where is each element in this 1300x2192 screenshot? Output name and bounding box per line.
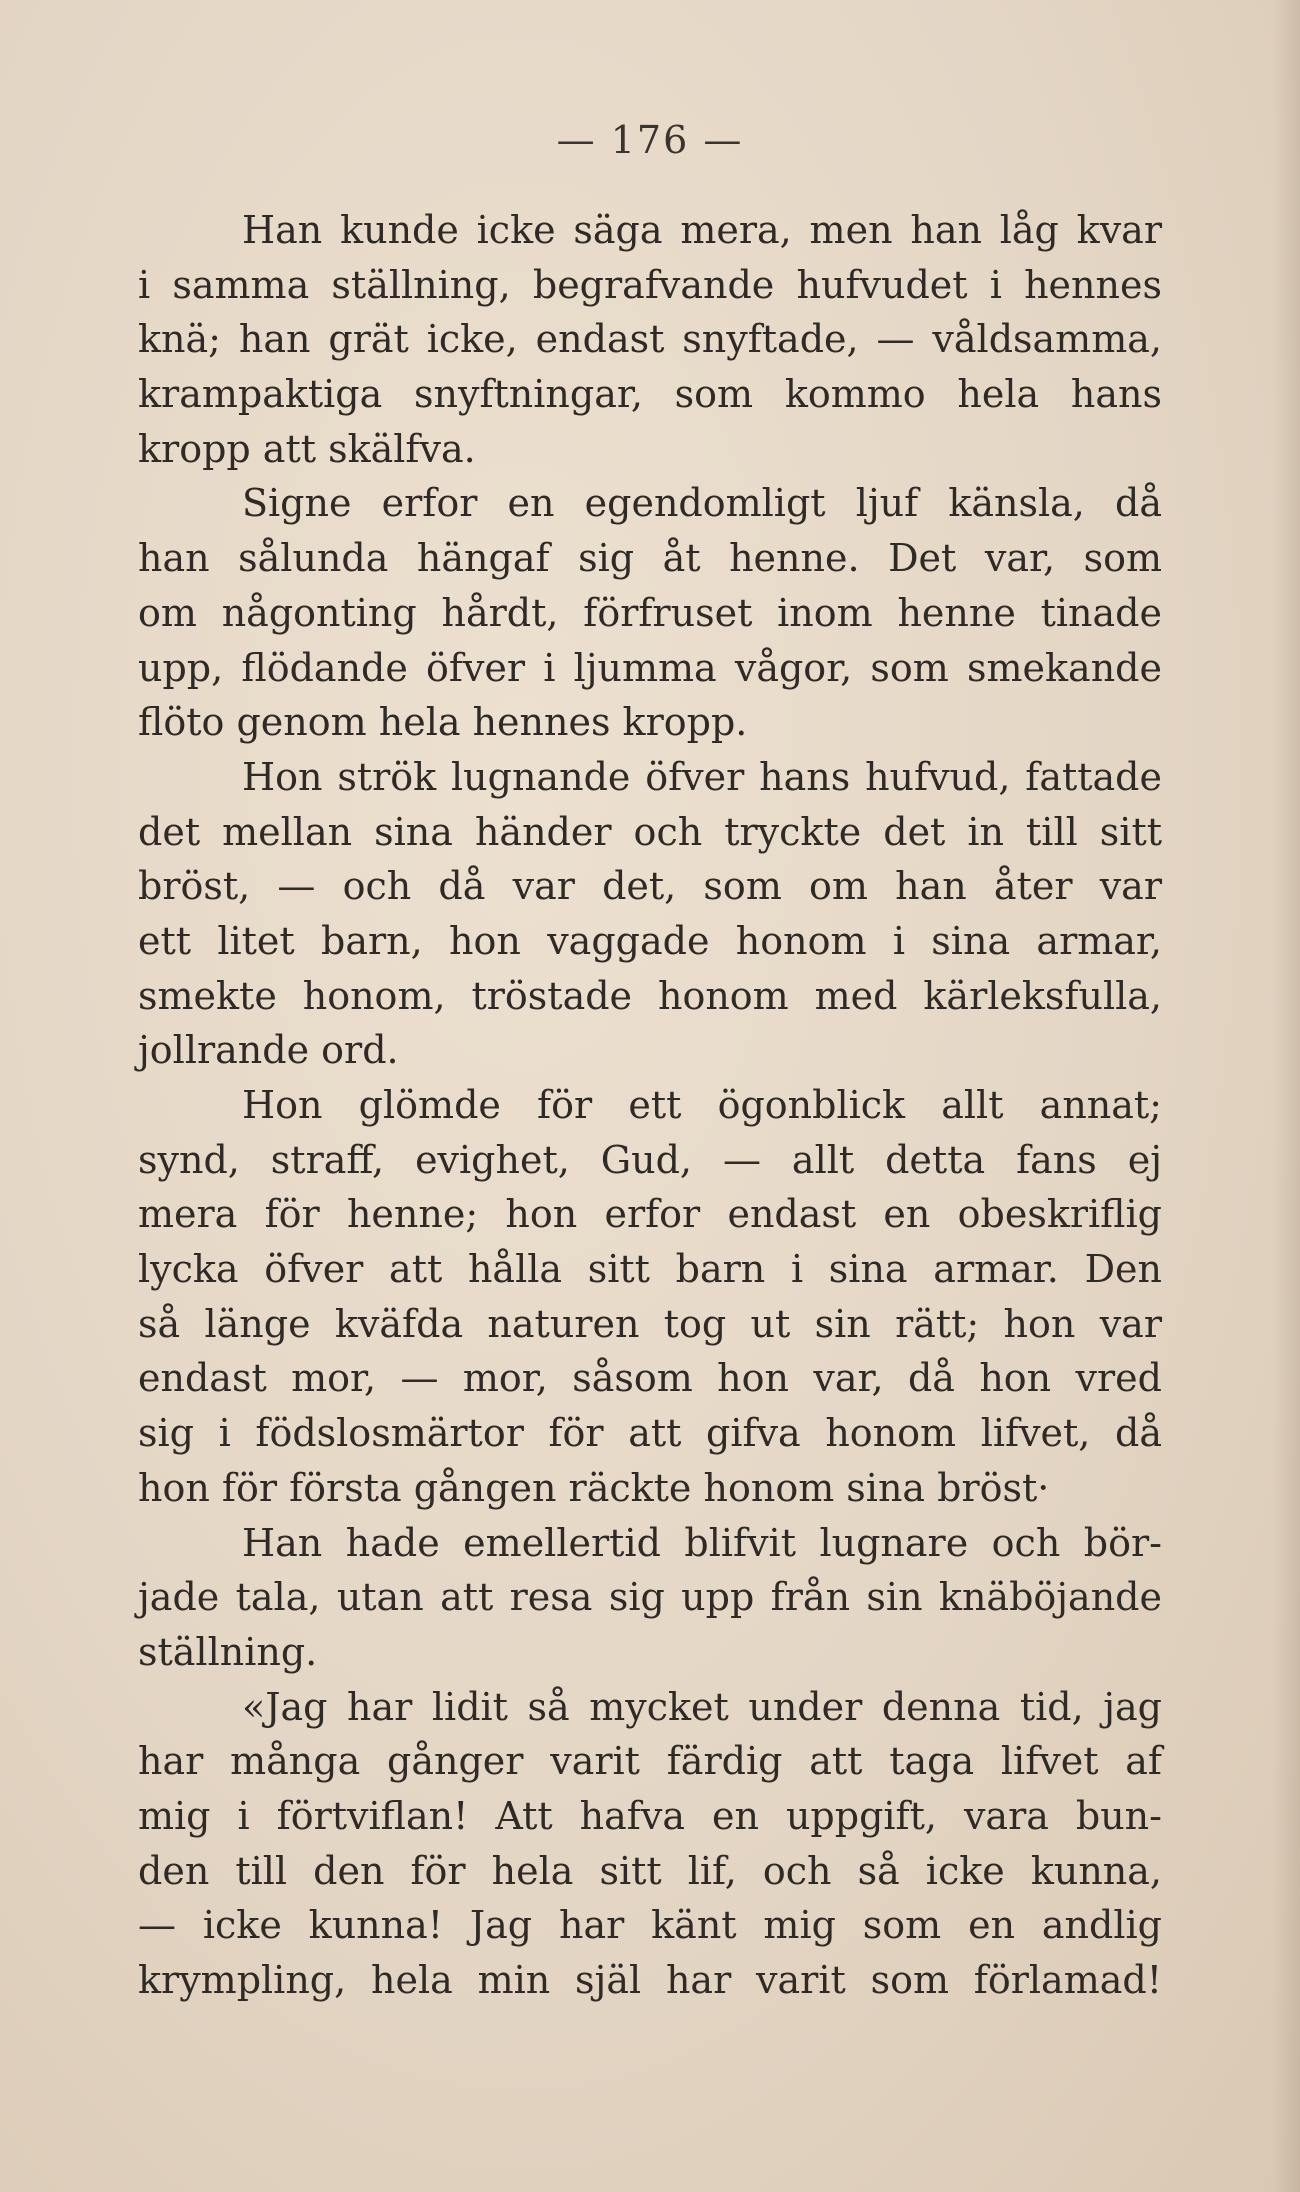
text-line: mera för henne; hon erfor endast en obeskriflig xyxy=(138,1192,1162,1237)
text-line: knä; han grät icke, endast snyftade, — våldsamma, xyxy=(138,317,1162,362)
text-line: krympling, hela min själ har varit som förlamad! xyxy=(138,1958,1162,2002)
text-line: ställning. xyxy=(138,1629,318,1674)
body-text xyxy=(138,203,1162,2008)
text-line: kropp att skälfva. xyxy=(138,426,476,471)
text-line: Han hade emellertid blifvit lugnare och bör- xyxy=(242,1520,1162,1565)
text-line: i samma ställning, begrafvande hufvudet i hennes xyxy=(138,262,1162,307)
text-line: krampaktiga snyftningar, som kommo hela hans xyxy=(138,372,1162,417)
text-line: så länge kväfda naturen tog ut sin rätt; hon var xyxy=(138,1301,1162,1346)
text-line: endast mor, — mor, såsom hon var, då hon vred xyxy=(138,1356,1162,1401)
text-line: lycka öfver att hålla sitt barn i sina armar. Den xyxy=(138,1247,1162,1292)
text-line: upp, flödande öfver i ljumma vågor, som smekande xyxy=(138,645,1162,690)
text-line: hon för första gången räckte honom sina bröst· xyxy=(138,1465,1050,1510)
text-line: Hon glömde för ett ögonblick allt annat; xyxy=(242,1083,1162,1127)
text-line: Han kunde icke säga mera, men han låg kvar xyxy=(242,208,1162,252)
text-line: «Jag har lidit så mycket under denna tid, jag xyxy=(242,1684,1162,1729)
text-line: flöto genom hela hennes kropp. xyxy=(138,700,748,745)
text-line: bröst, — och då var det, som om han åter var xyxy=(138,864,1162,909)
text-line: jollrande ord. xyxy=(138,1028,399,1073)
text-line: mig i förtviflan! Att hafva en uppgift, vara bun- xyxy=(138,1793,1162,1838)
text-line: det mellan sina händer och tryckte det in till sitt xyxy=(138,809,1162,854)
text-line: den till den för hela sitt lif, och så icke kunna, xyxy=(138,1848,1162,1893)
text-line: Hon strök lugnande öfver hans hufvud, fattade xyxy=(242,754,1162,799)
text-line: — icke kunna! Jag har känt mig som en andlig xyxy=(138,1903,1162,1948)
text-line: jade tala, utan att resa sig upp från sin knäböjande xyxy=(138,1575,1162,1620)
text-line: han sålunda hängaf sig åt henne. Det var, som xyxy=(138,536,1162,581)
text-line: ett litet barn, hon vaggade honom i sina armar, xyxy=(138,918,1162,963)
text-line: synd, straff, evighet, Gud, — allt detta fans ej xyxy=(138,1137,1162,1182)
text-line: smekte honom, tröstade honom med kärleksfulla, xyxy=(138,973,1162,1018)
text-line: sig i födslosmärtor för att gifva honom lifvet, då xyxy=(138,1411,1162,1456)
text-line: har många gånger varit färdig att taga lifvet af xyxy=(138,1739,1162,1784)
text-line: Signe erfor en egendomligt ljuf känsla, då xyxy=(242,481,1162,526)
text-line: om någonting hårdt, förfruset inom henne tinade xyxy=(138,590,1162,635)
page-number: — 176 — xyxy=(556,118,744,162)
